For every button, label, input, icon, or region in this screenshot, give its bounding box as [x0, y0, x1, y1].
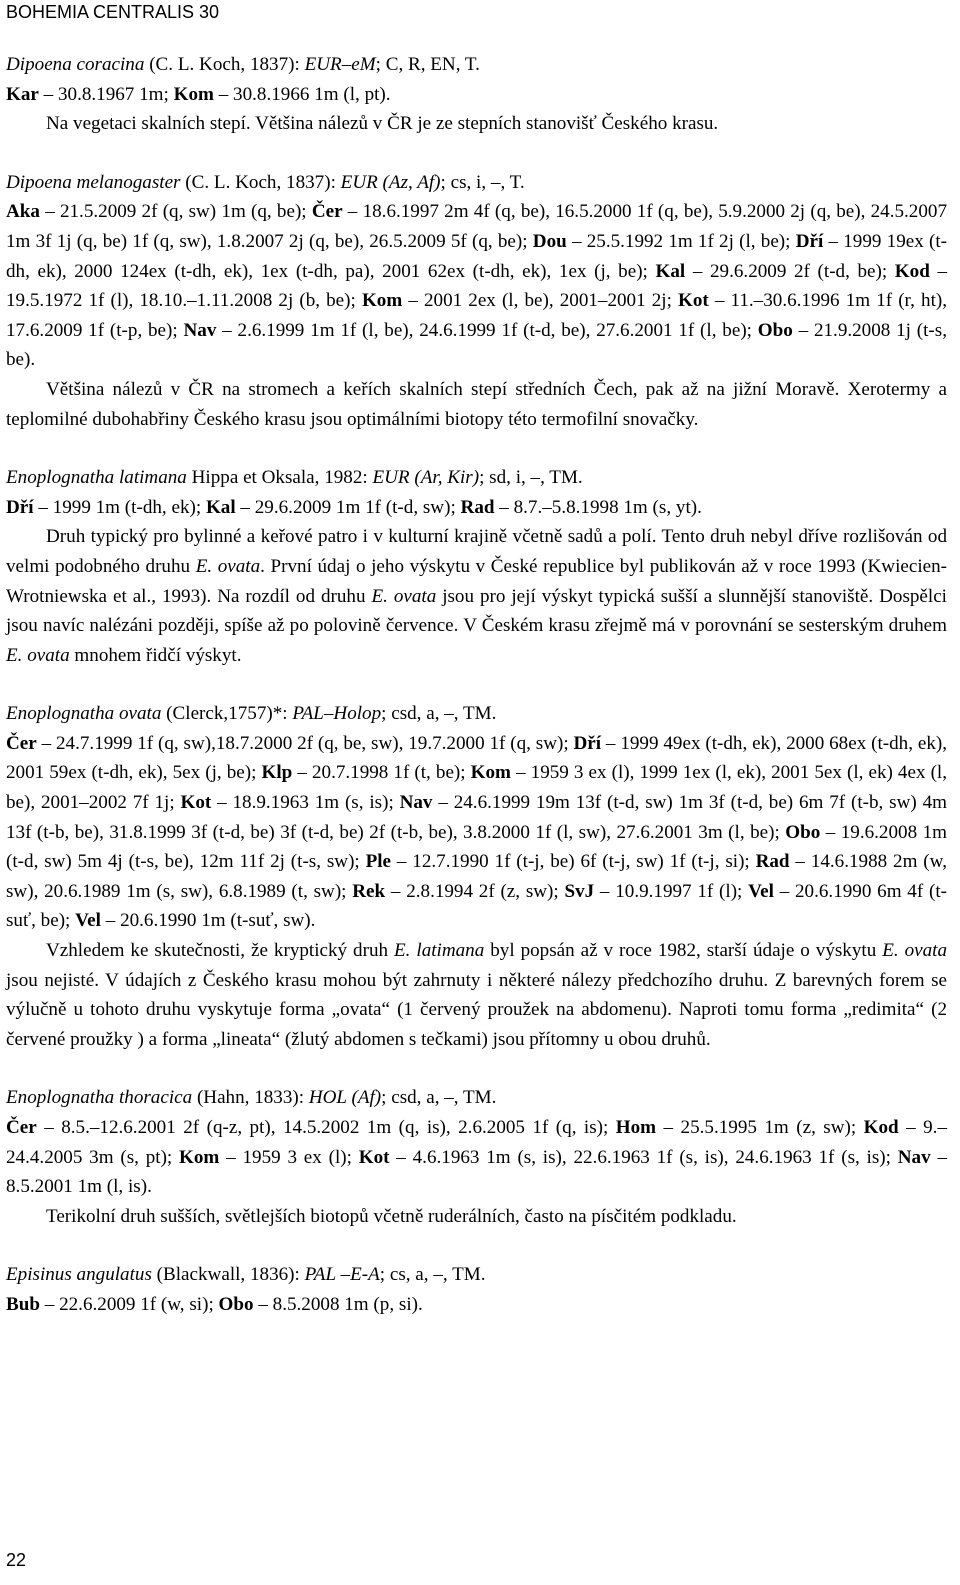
site-code: Obo [218, 1293, 254, 1315]
site-record: – 19.6.2008 1m (t-d, sw) 5m 4j (t-s, be), 12m 11f 2j (t-s, sw); [6, 821, 947, 873]
site-record: – 10.9.1997 1f (l); [594, 880, 749, 902]
site-record: – 25.5.1992 1m 1f 2j (l, be); [566, 230, 796, 252]
site-code: Obo [785, 821, 821, 843]
site-record: – 20.6.1990 1m (t-suť, sw). [100, 910, 316, 932]
species-status: ; csd, a, –, TM. [381, 1087, 497, 1109]
site-code: Nav [897, 1146, 931, 1168]
species-note [6, 522, 947, 670]
site-record: – 24.7.1999 1f (q, sw),18.7.2000 2f (q, be, sw), 19.7.2000 1f (q, sw); [36, 732, 574, 754]
site-code: Kom [173, 83, 214, 105]
site-code: Bub [6, 1293, 40, 1315]
locality-records [6, 197, 947, 375]
note-text: Druh typický pro bylinné a keřové patro i v kulturní krajině včetně sadů a polí. Tento druh nebyl dříve rozlišován od velmi podobného druhu [6, 526, 947, 577]
site-record: – 12.7.1990 1f (t-j, be) 6f (t-j, sw) 1f (t-j, si); [391, 851, 756, 873]
species-range: HOL (Af) [308, 1087, 382, 1109]
site-code: Kal [655, 260, 686, 282]
species-entry-dipoena-melanogaster [6, 168, 947, 434]
species-range: EUR–eM [304, 54, 376, 75]
locality-records [6, 729, 947, 936]
site-record: – 2.6.1999 1m 1f (l, be), 24.6.1999 1f (t-d, be), 27.6.2001 1f (l, be); [216, 319, 758, 341]
site-record: – 19.5.1972 1f (l), 18.10.–1.11.2008 2j (b, be); [6, 260, 947, 312]
site-record: – 1999 49ex (t-dh, ek), 2000 68ex (t-dh, ek), 2001 59ex (t-dh, ek), 5ex (j, be); [6, 732, 947, 784]
site-record: – 9.–24.4.2005 3m (s, pt); [6, 1117, 947, 1168]
species-ref: E. ovata [371, 585, 437, 607]
site-record: – 20.7.1998 1f (t, be); [292, 762, 471, 784]
species-range: EUR (Ar, Kir) [372, 467, 480, 489]
site-record: – 21.9.2008 1j (t-s, be). [6, 319, 947, 371]
site-record: – 25.5.1995 1m (z, sw); [656, 1117, 864, 1138]
site-record: – 20.6.1990 6m 4f (t-suť, be); [6, 880, 947, 932]
site-code: Kom [179, 1146, 220, 1168]
site-record: – 24.6.1999 19m 13f (t-d, sw) 1m 3f (t-d, be) 6m 7f (t-b, sw) 4m 13f (t-b, be), 31.8.1999 3f (t-d, be) 3f (t-d, be) 2f (t-b, be), 3.8.2000 1f (l, sw), 27.6.2001 3m (l, be); [6, 792, 947, 843]
site-code: SvJ [564, 880, 595, 902]
site-code: Dří [6, 496, 34, 518]
site-code: Kod [894, 260, 930, 282]
site-record: – 8.5.–12.6.2001 2f (q-z, pt), 14.5.2002 1m (q, is), 2.6.2005 1f (q, is); [36, 1117, 616, 1138]
site-code: Hom [615, 1117, 657, 1138]
site-code: Nav [399, 792, 433, 814]
species-author: (C. L. Koch, 1837): [149, 54, 300, 75]
species-status: ; cs, a, –, TM. [379, 1264, 486, 1286]
species-name: Enoplognatha ovata [6, 703, 162, 725]
species-name: Dipoena melanogaster [6, 171, 181, 193]
species-ref: E. ovata [882, 940, 948, 962]
locality-records [6, 1113, 947, 1202]
species-name: Enoplognatha thoracica [6, 1087, 193, 1109]
species-note [6, 936, 947, 1054]
species-note: Na vegetaci skalních stepí. Většina nálezů v ČR je ze stepních stanovišť Českého krasu. [46, 113, 719, 135]
species-author: (Clerck,1757)*: [166, 703, 288, 725]
species-status: ; cs, i, –, T. [440, 171, 525, 193]
site-code: Kom [361, 290, 403, 312]
species-note: Terikolní druh sušších, světlejších biotopů včetně ruderálních, často na písčitém podkladu. [46, 1205, 737, 1227]
site-code: Kom [470, 762, 511, 784]
species-entry-enoplognatha-ovata [6, 699, 947, 1054]
species-heading [6, 463, 947, 493]
site-code: Čer [311, 201, 343, 223]
note-text: jsou pro její výskyt typická sušší a slunnější stanoviště. Dospělci jsou navíc nalézáni později, spíše až po polovině července. V Českém krasu zřejmě má v porovnání se sesterským druhem [6, 585, 947, 637]
species-entry-episinus-angulatus [6, 1260, 947, 1319]
species-heading [6, 50, 947, 80]
site-code: Nav [183, 319, 217, 341]
species-entry-enoplognatha-thoracica [6, 1083, 947, 1231]
site-code: Kot [358, 1146, 390, 1168]
species-entry-dipoena-coracina [6, 50, 947, 139]
site-code: Vel [748, 880, 774, 902]
running-header: BOHEMIA CENTRALIS 30 [6, 2, 220, 22]
site-code: Dří [795, 230, 824, 252]
site-code: Rek [352, 880, 386, 902]
site-code: Dou [532, 230, 567, 252]
species-heading [6, 699, 947, 729]
site-record: – 29.6.2009 1m 1f (t-d, sw); [235, 496, 461, 518]
site-code: Ple [365, 851, 392, 873]
species-name: Dipoena coracina [6, 54, 145, 75]
site-record: – 18.6.1997 2m 4f (q, be), 16.5.2000 1f (q, be), 5.9.2000 2j (q, be), 24.5.2007 1m 3f 1j (q, be) 1f (q, sw), 1.8.2007 2j (q, be), 26.5.2009 5f (q, be); [6, 201, 947, 252]
species-author: Hippa et Oksala, 1982: [191, 467, 368, 489]
page-content [6, 50, 947, 1349]
site-record: – 18.9.1963 1m (s, is); [211, 792, 400, 814]
site-record: – 1999 1m (t-dh, ek); [33, 496, 206, 518]
site-code: Rad [755, 851, 790, 873]
site-record: – 8.7.–5.8.1998 1m (s, yt). [494, 496, 702, 518]
site-record: – 21.5.2009 2f (q, sw) 1m (q, be); [39, 201, 312, 223]
page-number: 22 [6, 1550, 27, 1570]
species-range: PAL–Holop [292, 703, 382, 725]
site-code: Vel [75, 910, 101, 932]
site-code: Kal [205, 496, 236, 518]
species-name: Enoplognatha latimana [6, 467, 187, 489]
note-text: Vzhledem ke skutečnosti, že kryptický druh [46, 940, 394, 962]
site-code: Kot [678, 290, 709, 312]
site-code: Dří [573, 732, 602, 754]
species-heading [6, 1083, 947, 1113]
species-note: Většina nálezů v ČR na stromech a keřích skalních stepí středních Čech, pak až na jižní Moravě. Xerotermy a teplomilné dubohabřiny Českého krasu jsou optimálními biotopy této termofilní snovačky. [6, 378, 947, 430]
site-record: – 30.8.1967 1m; [43, 83, 169, 105]
species-ref: E. latimana [394, 940, 485, 962]
site-record: – 2.8.1994 2f (z, sw); [385, 880, 565, 902]
species-status: ; csd, a, –, TM. [381, 703, 497, 725]
site-code: Čer [6, 1117, 37, 1138]
site-code: Klp [261, 762, 293, 784]
note-text: mnohem řidčí výskyt. [69, 644, 242, 666]
locality-records [6, 493, 947, 523]
site-record: – 1999 19ex (t-dh, ek), 2000 124ex (t-dh, ek), 1ex (t-dh, pa), 2001 62ex (t-dh, ek), 1ex (j, be); [6, 230, 948, 282]
species-author: (Hahn, 1833): [196, 1087, 305, 1109]
species-name: Episinus angulatus [6, 1264, 152, 1286]
species-entry-enoplognatha-latimana [6, 463, 947, 670]
site-record: – 8.5.2008 1m (p, si). [253, 1293, 423, 1315]
site-record: – 11.–30.6.1996 1m 1f (r, ht), 17.6.2009 1f (t-p, be); [6, 290, 948, 341]
species-heading [6, 1260, 947, 1290]
site-record: – 30.8.1966 1m (l, pt). [218, 83, 391, 105]
site-code: Kar [6, 83, 39, 105]
site-record: – 29.6.2009 2f (t-d, be); [685, 260, 895, 282]
site-record: – 22.6.2009 1f (w, si); [39, 1293, 219, 1315]
site-code: Kod [863, 1117, 899, 1138]
locality-records [6, 1290, 947, 1320]
site-record: – 1959 3 ex (l); [219, 1146, 359, 1168]
site-record: – 2001 2ex (l, be), 2001–2001 2j; [402, 290, 679, 312]
locality-records [6, 80, 947, 110]
species-heading [6, 168, 947, 198]
site-code: Obo [757, 319, 793, 341]
site-record: – 14.6.1988 2m (w, sw), 20.6.1989 1m (s, sw), 6.8.1989 (t, sw); [6, 851, 947, 902]
note-text: jsou nejisté. V údajích z Českého krasu mohou být zahrnuty i některé nálezy předchozího druhu. Z barevných forem se výlučně u tohoto druhu vyskytuje forma „ovata“ (1 červený proužek na abdomenu). Naproti tomu forma „redimita“ (2 červené proužky ) a forma „lineata“ (žlutý abdomen s tečkami) jsou přítomny u obou druhů. [6, 969, 947, 1050]
site-record: – 8.5.2001 1m (l, is). [6, 1146, 947, 1198]
species-author: (Blackwall, 1836): [156, 1264, 300, 1286]
species-ref: E. ovata [195, 555, 261, 577]
note-text: . První údaj o jeho výskytu v České republice byl publikován až v roce 1993 (Kwiecien-Wrotniewska et al., 1993). Na rozdíl od druhu [6, 555, 948, 607]
species-range: PAL –E-A [304, 1264, 380, 1286]
site-record: – 1959 3 ex (l), 1999 1ex (l, ek), 2001 5ex (l, ek) 4ex (l, be), 2001–2002 7f 1j; [6, 762, 948, 814]
note-text: byl popsán až v roce 1982, starší údaje o výskytu [484, 940, 883, 962]
species-range: EUR (Az, Af) [340, 171, 441, 193]
species-status: ; sd, i, –, TM. [479, 467, 583, 489]
species-author: (C. L. Koch, 1837): [185, 171, 336, 193]
site-code: Kot [180, 792, 212, 814]
site-record: – 4.6.1963 1m (s, is), 22.6.1963 1f (s, is), 24.6.1963 1f (s, is); [389, 1146, 898, 1168]
site-code: Rad [460, 496, 495, 518]
species-status: ; C, R, EN, T. [375, 54, 480, 75]
site-code: Čer [6, 732, 37, 754]
site-code: Aka [6, 201, 40, 223]
species-ref: E. ovata [6, 644, 70, 666]
